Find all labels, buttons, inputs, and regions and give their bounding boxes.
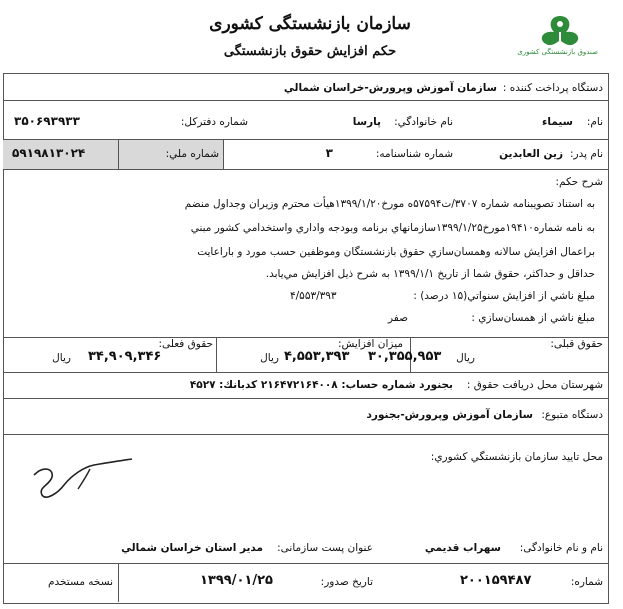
national-id-label: شماره ملي:: [165, 148, 219, 160]
registry-label: شماره دفترکل:: [180, 116, 248, 128]
ruling-line-2: به نامه شماره۱۹۴۱۰مورخ۱۳۹۹/۱/۲۵سازمانهاي برنامه وبودجه واداري واستخدامي كشور مبني: [190, 222, 595, 234]
ruling-line-1: به استناد تصويبنامه شماره ۳۷۰۷/ت۵۷۵۹۴ه مورخ۱۳۹۹/۱/۲۰هيأت محترم وزيران وجداول منضم: [184, 198, 595, 210]
payer-label: دستگاه پرداخت کننده :: [502, 82, 603, 94]
first-name-label: نام:: [586, 116, 603, 128]
signature: [28, 455, 138, 505]
issue-date-value: ۱۳۹۹/۰۱/۲۵: [200, 573, 273, 588]
org-title: سازمان بازنشستگی کشوری: [209, 14, 411, 34]
father-label: نام پدر:: [569, 148, 603, 160]
current-salary-value: ۳۴,۹۰۹,۳۴۶: [88, 349, 162, 364]
number-value: ۲۰۰۱۵۹۴۸۷: [460, 573, 532, 588]
copy-label: نسخه مستخدم: [48, 576, 113, 588]
signer-name-value: سهراب قديمي: [424, 542, 501, 554]
father-value: زين العابدين: [499, 148, 563, 160]
employer-label: دستگاه متبوع:: [541, 409, 603, 421]
ruling-line-4: حداقل و حداكثر، حقوق شما از تاريخ ۱۳۹۹/۱/۱ به شرح ذيل افزايش مي‌يابد.: [265, 268, 595, 280]
previous-salary-currency: ریال: [456, 352, 475, 364]
payment-place-value: بجنورد شماره حساب: ۲۱۶۴۷۲۱۶۴۰۰۸ کدبانك: ۴۵۲۷: [189, 379, 453, 391]
increase-currency: ریال: [260, 352, 279, 364]
first-name-value: سیماء: [542, 116, 573, 128]
national-id-value: ۵۹۱۹۸۱۳۰۲۴: [12, 146, 86, 160]
raise-label: مبلغ ناشي از افزايش سنواتي(۱۵ درصد) :: [413, 290, 595, 302]
increase-label: میزان افزایش:: [337, 338, 403, 350]
signer-position-value: مدير استان خراسان شمالي: [121, 542, 263, 554]
approval-label: محل تاييد سازمان بازنشستگي كشوري:: [430, 451, 603, 463]
payer-value: سازمان آموزش وپرورش-خراسان شمالي: [283, 82, 497, 94]
last-name-value: پارسا: [352, 116, 381, 128]
equalization-value: صفر: [387, 312, 408, 324]
payment-place-label: شهرستان محل دریافت حقوق :: [466, 379, 603, 391]
current-salary-label: حقوق فعلی:: [158, 338, 213, 350]
ruling-label: شرح حکم:: [555, 176, 603, 188]
number-label: شماره:: [570, 576, 603, 588]
issue-date-label: تاریخ صدور:: [320, 576, 373, 588]
ruling-line-3: براعمال افزايش سالانه وهمسان‌سازي حقوق بازنشستگان وموظفين حسب مورد و باراعايت: [197, 246, 595, 258]
previous-salary-label: حقوق قبلی:: [550, 338, 603, 350]
raise-value: ۴/۵۵۳/۳۹۳: [290, 290, 337, 302]
signer-name-label: نام و نام خانوادگی:: [519, 542, 603, 554]
current-salary-currency: ریال: [52, 352, 71, 364]
increase-value: ۴,۵۵۳,۳۹۳: [284, 349, 350, 364]
signer-position-label: عنوان پست سازمانی:: [277, 542, 373, 554]
logo-text: صندوق بازنشستگی کشوری: [517, 48, 598, 56]
employer-value: سازمان آموزش وپرورش-بجنورد: [366, 409, 533, 421]
doc-title: حکم افزایش حقوق بازنشستگی: [223, 44, 397, 59]
id-cert-value: ۳: [325, 146, 333, 160]
equalization-label: مبلغ ناشي از همسان‌سازي :: [471, 312, 595, 324]
last-name-label: نام خانوادگي:: [394, 116, 453, 128]
id-cert-label: شماره شناسنامه:: [375, 148, 453, 160]
previous-salary-value: ۳۰,۳۵۵,۹۵۳: [368, 349, 442, 364]
registry-value: ۳۵۰۶۹۳۹۳۳: [14, 114, 80, 128]
